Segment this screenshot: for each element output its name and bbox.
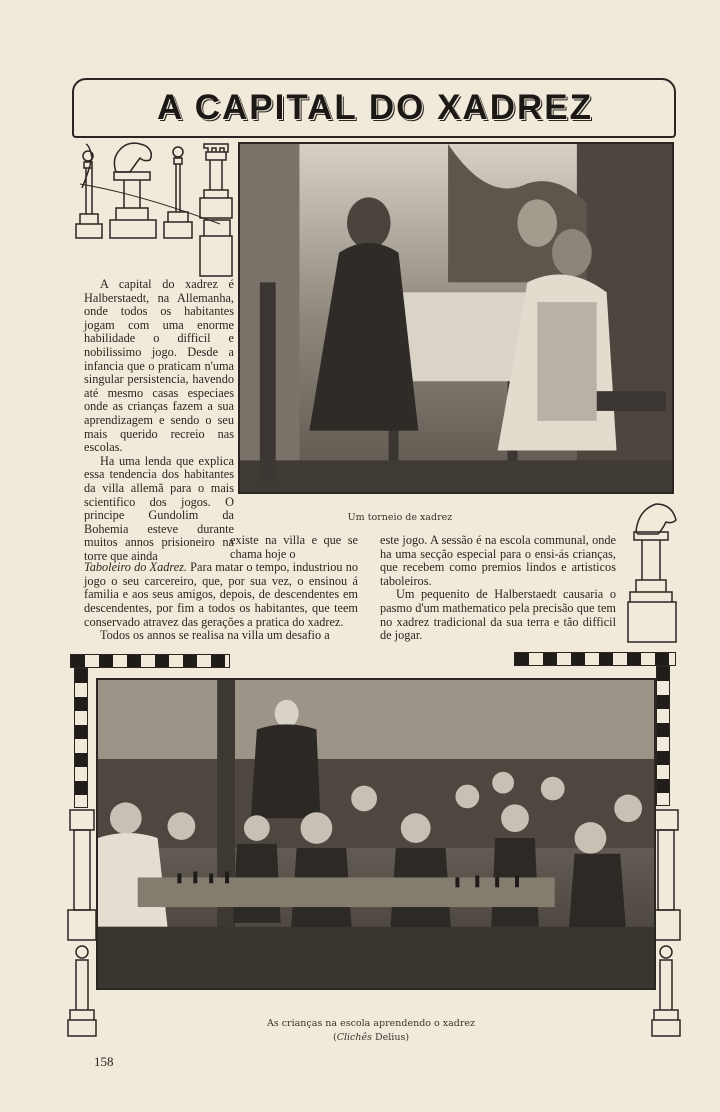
photo-chess-tournament-image <box>240 144 672 492</box>
text-column-wide <box>84 534 358 643</box>
text-column-left <box>84 278 234 563</box>
credit-prefix: ( <box>332 1032 337 1043</box>
photo-children-school <box>96 678 656 990</box>
photo-children-school-image <box>98 680 654 988</box>
wide-rest: Para matar o tempo, industriou no jogo o seu carcereiro, que, por sua vez, o ensinou á familia e aos seus amigos, depois, de descendentes em descendentes, por fim a todos os habitantes, que teem conservado atravez das gerações a pratica do xadrez. <box>84 560 358 629</box>
left-paragraph-1: A capital do xadrez é Halberstaedt, na Allemanha, onde todos os habitantes jogam com uma enorme habilidade o difficil e nobilissimo jogo. Desde a infancia que o praticam n'uma singular persistencia, havendo até mesmo casas especiaes onde as crianças fazem a sua aprendizagem e sendo o seu mais querido recreio nas escolas. <box>84 277 234 455</box>
pawn-ornament-left <box>64 808 100 1040</box>
wide-line-1-text: existe na villa e que se chama hoje o <box>230 533 358 561</box>
wide-paragraph-1 <box>84 561 358 629</box>
text-column-right <box>380 534 616 643</box>
photo-chess-tournament <box>238 142 674 494</box>
credit-italic: Clichês <box>336 1032 372 1043</box>
checker-border-top-left <box>70 654 230 668</box>
caption-bottom-photo: As crianças na escola aprendendo o xadrez <box>266 1018 476 1029</box>
left-paragraph-2: Ha uma lenda que explica essa tendencia dos habitantes da villa allemã para o mais scientifico dos jogos. O principe Gundolim da Bohemia esteve durante muitos annos prisioneiro na torre que ainda <box>84 453 234 563</box>
wide-paragraph-2: Todos os annos se realisa na villa um desafio a <box>100 628 330 643</box>
knight-ornament <box>622 502 682 644</box>
checker-border-top-right <box>514 652 676 666</box>
page-number: 158 <box>94 1054 114 1069</box>
chess-pieces-ornament <box>70 138 240 278</box>
checker-border-left <box>74 668 88 808</box>
credit-rest: Delius) <box>371 1032 410 1043</box>
page-title: A CAPITAL DO XADREZ <box>157 88 593 127</box>
wide-line-1 <box>230 534 358 561</box>
right-paragraph-1: este jogo. A sessão é na escola communal, onde ha uma secção especial para o ensi-ás crianças, que recebem como premios lindos e artisticos taboleiros. <box>380 533 616 588</box>
wide-italic: Taboleiro do Xadrez. <box>84 560 188 575</box>
checker-border-right <box>656 666 670 806</box>
caption-top-photo: Um torneio de xadrez <box>347 512 453 523</box>
credit-bottom-photo <box>306 1032 436 1043</box>
right-paragraph-2: Um pequenito de Halberstaedt causaria o pasmo d'um mathematico pela precisão que tem no xadrez tradicional da sua terra e tão difficil de jogar. <box>380 587 616 643</box>
